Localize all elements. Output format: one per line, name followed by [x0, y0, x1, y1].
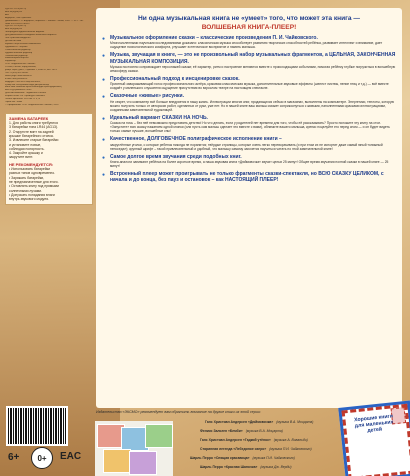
imprint-line: 123308, Россия, город Москва, [5, 66, 37, 69]
book-thumb [145, 424, 173, 448]
series-section [96, 410, 336, 414]
book-music: (музыка А. Вивальди) [273, 438, 308, 442]
imprint-line: УДК 821.113.4(087.5) [5, 8, 27, 10]
feature-title: Сказочные «живые» рисунки. [110, 93, 184, 100]
warning-item: солнечными лучами. [9, 188, 42, 193]
bullet-icon: ● [102, 53, 106, 60]
bullet-icon: ● [102, 115, 106, 122]
imprint-line: ББК 84(4Дан)-44 [5, 28, 22, 31]
series-logo-envelope [338, 400, 410, 476]
feature-title: Профессиональный подход к инсценировке сказок. [110, 75, 240, 82]
battery-step: 4. Закройте крышку и [9, 151, 43, 156]
battery-step: крышке батарейного отсека. [9, 134, 54, 138]
left-column [5, 8, 93, 205]
imprint-line: УДК 821.113.4(087.5) [5, 25, 27, 28]
imprint-line: Дата изготовления / Подписано в печать [5, 92, 47, 95]
series-book-row [200, 428, 283, 435]
feature-title: Музыка, звучащая в книге, — это не произвольный набор музыкальных фрагментов, а ЦЕЛЬНАЯ, ЗАКОНЧЕННАЯ МУЗЫКАЛЬНАЯ КОМПОЗИЦИЯ. [110, 52, 396, 65]
bullet-icon: ● [102, 137, 106, 144]
imprint-line: ББК 84(4Дан)-44 [5, 10, 22, 13]
feature-text: Сказка на ночь – без неё невозможно представить детство! Но что делать, если у родителей нет времени для того, чтобы её рассказывать? Просто положите эту книгу на стол. «Запустите» всю сказку нажатием одной кнопки (или пусть сам малыш сделает это вместе с вами), обнимите вашего малыша, крепко поцелуйте его перед сном — и он будет видеть только самые лучшие, волшебные сны! [110, 121, 390, 134]
series-intro: Издательство «ЭКСМО» рекомендует вам обратить внимание на другие книги из этой серии: [96, 410, 261, 414]
warning-item: • Заряжать батарейки, [9, 175, 45, 180]
battery-step: соблюдая полярность. [9, 146, 45, 151]
bullet-icon: ● [102, 36, 106, 42]
bullet-icon: ● [102, 76, 106, 83]
book-title: Шарль Перро «Спящая красавица» [190, 456, 250, 460]
imprint-line: Өндіруші: «ЭКСМО» АҚБ Баспасы, [5, 80, 41, 83]
feature-text: Книги-аналоги занимают ребёнка на более короткое время, а наша звуковая книга «Дюймовочка» звучит целых 25 минут! Общее время звучания полной сказки в нашей книге — 25 минут! [110, 159, 389, 169]
eac-mark: EAC [60, 451, 82, 462]
feature-item [96, 73, 402, 90]
imprint-line: ISBN 978-5-04-107854-5 [5, 22, 30, 25]
envelope-text: Хорошие книги для маленьких детей [353, 413, 394, 435]
feature-title: Музыкальное оформление сказки – классические произведения П. И. Чайковского. [110, 35, 318, 41]
imprint-line: Home page: www.eksmo.ru [5, 74, 32, 77]
bullet-icon: ● [102, 172, 106, 179]
imprint-line: Литературно-художественное издание [5, 31, 45, 34]
feature-item [96, 32, 402, 49]
imprint-line: Тираж экз. Заказ [5, 101, 23, 103]
headline-line2: ВОЛШЕБНАЯ КНИГА-ПЛЕЕР! [201, 24, 297, 31]
imprint-line: А65 [5, 13, 9, 16]
book-music: (музыка П.И. Чайковского) [269, 447, 312, 451]
imprint-line: © Оформление. ООО «Издательство «Эксмо», 2020 [5, 103, 59, 106]
feature-text: закруглённые уголки, о которые ребенок никогда не поранится; твёрдые страницы, которые очень легко переворачивать (и при этом их не испортит даже самый юный «книжный непоседа»); крупный шрифт – такой привлекательный и удобный, что малышу самому захочется научиться читать по этой замечательной книге! [110, 142, 383, 151]
feature-item [96, 90, 402, 111]
book-thumb [103, 449, 131, 473]
headline-line1: Ни одна музыкальная книга не «умеет» того, что может эта книга — [137, 15, 360, 22]
imprint-line: Компьютерная верстка [5, 57, 29, 60]
warning-item: разных типов одновременно. [9, 171, 56, 176]
battery-step: закрутите винт. [9, 155, 33, 160]
imprint-line: Печать офсетная. Усл. печ. л. 3,73 [5, 98, 41, 101]
feature-item [96, 151, 402, 168]
features-panel [96, 8, 402, 408]
imprint-line: Ответственный редактор [5, 48, 31, 51]
feature-title: Идеальный вариант СКАЗКИ НА НОЧЬ. [110, 114, 208, 121]
warning-item: не предназначенные для этого. [9, 179, 59, 184]
book-music: (музыка В.А. Моцарта) [276, 420, 314, 424]
imprint-block [5, 8, 93, 107]
battery-instructions [5, 113, 93, 206]
barcode [6, 406, 68, 446]
imprint-line: Художник Ю. Петрова [5, 45, 28, 48]
feature-text: Приятный завораживающий голос профессионального актёра, красивая классическая музыка, дополнительные звуковые эффекты (шелест листвы, пение птиц и т.д.) — всё вместе создаёт у маленького слушателя ощущение присутствия во взрослом театре на настоящем спектакле. [110, 82, 389, 91]
feature-item [96, 49, 402, 73]
imprint-line: Ганс Христиан Андерсен [5, 37, 31, 40]
book-thumb [129, 451, 157, 475]
warning-item: • Допускать попадания влаги [9, 192, 55, 197]
feature-text: Музыка постоянно сопровождает персонажей сказки; её характер, ритм и настроение меняются вместе с происходящими событиями, помогая ребёнку глубже погрузиться в волшебную атмосферу сказки. [110, 64, 396, 73]
warning-item: • Использовать батарейки [9, 167, 51, 172]
feature-text: Не секрет, что компьютер всё больше внедряется в нашу жизнь. Иллюстрации многих книг, продающихся сейчас в магазинах, выполнены на компьютере. Энергетики, теплоты, которую можно получить только от авторских работ, сделанных от руки, уже нет. Но в нашей книге ваш малыш сможет соприкоснуться с живыми, наполненными красками иллюстрациями, созданными замечательной художницей. [110, 99, 395, 112]
battery-title: ЗАМЕНА БАТАРЕЕК [9, 115, 49, 121]
book-title: Шарль Перро «Красная Шапочка» [200, 465, 258, 469]
imprint-line: Қазақстан Республикасында дистрибьютор [5, 83, 49, 86]
warning-item: внутрь звукового модуля. [9, 197, 50, 202]
book-title: Ганс Христиан Андерсен «Гадкий утёнок» [200, 438, 271, 442]
book-title: Ганс Христиан Андерсен «Дюймовочка» [205, 420, 274, 424]
battery-step: 2. Открутите винт на задней [9, 129, 54, 134]
bullet-icon: ● [102, 94, 106, 101]
book-music: (музыка Дж. Верди) [260, 465, 292, 469]
series-book-row [190, 455, 295, 462]
series-book-row [200, 446, 312, 453]
imprint-line: Тел.: 8 (495) 411-68-86. [5, 71, 29, 74]
series-books-image [95, 421, 173, 476]
feature-title: Встроенный плеер может проигрывать не только фрагменты сказки-спектакля, но ВСЮ СКАЗКУ ЦЕЛИКОМ, с начала и до конца, без пауз и остановок – как НАСТОЯЩИЙ ПЛЕЕР! [110, 171, 384, 184]
feature-item [96, 133, 402, 150]
imprint-line: ДЮЙМОВОЧКА [5, 39, 22, 42]
zero-plus-badge: 0+ [31, 447, 53, 469]
imprint-line: ООО «Издательство «Эксмо» [5, 63, 36, 66]
battery-step: и установите новые, [9, 142, 42, 147]
imprint-line: Музыка Петра Ильича Чайковского [5, 42, 41, 45]
imprint-line: Для дошкольного и младшего школьного возраста [5, 34, 57, 37]
imprint-line: және енім бойынша арыз-талаптарды қабылдаушының [5, 86, 62, 89]
book-music: (музыка В.А. Моцарта) [245, 429, 283, 433]
imprint-line: Технический редактор [5, 54, 28, 57]
imprint-line: E-mail: info@eksmo.ru [5, 77, 28, 80]
imprint-line: Формат 60x84 1/8. Гарнитура «Newton» [5, 95, 46, 98]
imprint-line: Дюймовочка / Г.Х. Андерсен ; пересказ — Москва : Эксмо, 2020. — 32 с. : ил. [5, 19, 84, 22]
series-book-row [200, 464, 292, 471]
imprint-line: Корректор [5, 60, 16, 63]
imprint-line: улица Зорге, дом 1, строение 1, этаж 20, каб. 2013. [5, 69, 58, 72]
bullet-icon: ● [102, 154, 106, 161]
feature-title: Качественное, ДОЛГОВЕЧНОЕ полиграфическое исполнение книги – [110, 136, 282, 143]
battery-step: 3 батарейки типа LR44 (AG13). [9, 125, 58, 130]
warning-item: • Оставлять книгу под прямыми [9, 184, 59, 189]
feature-text: Многочисленными научными исследованиями доказано: классическая музыка способствует развитию творческих способностей ребёнка, развивает интеллект и внимание, дает ощущение психологического комфорта, улучшает эстетическое восприятие и память малыша. [110, 41, 383, 50]
not-recommended-title: НЕ РЕКОМЕНДУЕТСЯ: [9, 161, 54, 167]
age-rating-badge: 6+ [8, 452, 20, 463]
battery-step: 1. Для работы книги требуются [9, 121, 58, 126]
feature-item [96, 112, 402, 133]
book-title: Старинная легенда «Лебединое озеро» [200, 447, 267, 451]
feature-item [96, 168, 402, 183]
series-book-row [205, 419, 313, 426]
imprint-line: Андерсен, Ганс Христиан. [5, 16, 32, 19]
series-book-row [200, 437, 308, 444]
headline [96, 8, 402, 32]
book-music: (музыка П.И. Чайковского) [252, 456, 295, 460]
battery-step: 3. Извлеките старые батарейки [9, 138, 59, 143]
book-title: Феликс Зальтен «Бемби» [200, 429, 243, 433]
feature-title: Самое долгое время звучания среди подобных книг. [110, 153, 242, 160]
imprint-line: Художественный редактор [5, 51, 33, 54]
imprint-line: өкілі «РДЦ-Алматы» ЖШС [5, 89, 32, 92]
